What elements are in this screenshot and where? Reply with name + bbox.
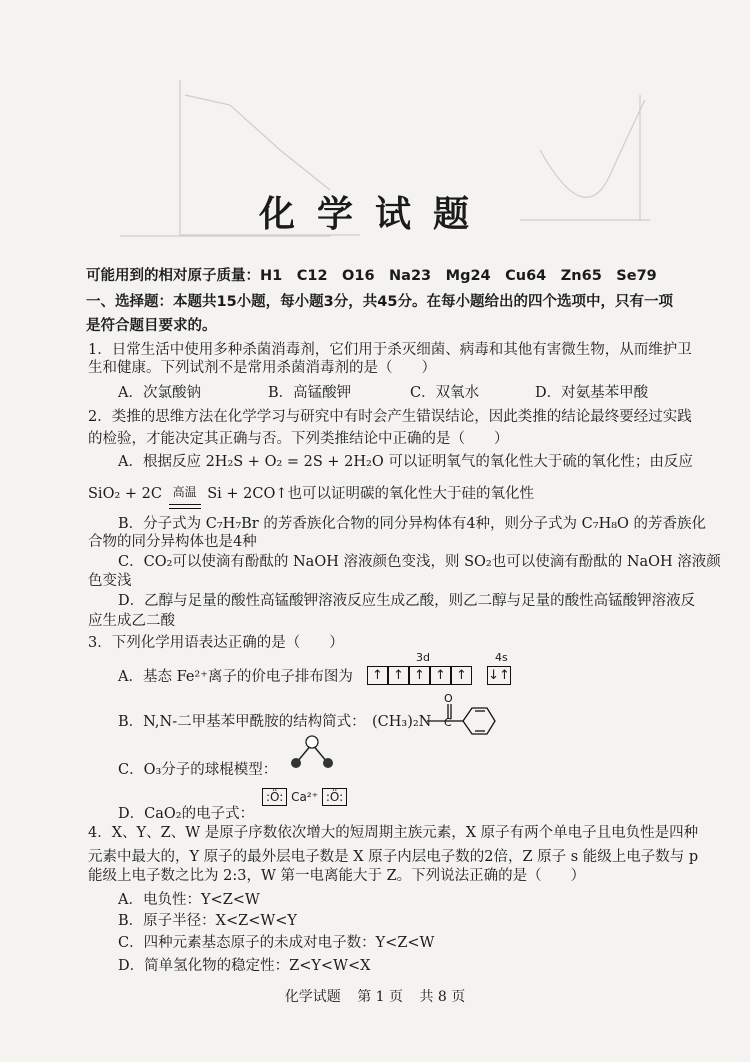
svg-text:C: C xyxy=(444,716,452,729)
oxygen-bracket-left: :Ö: xyxy=(262,788,287,806)
page-title: 化学试题 xyxy=(258,194,491,235)
orbital-4s-label: 4s xyxy=(495,651,508,664)
orbital-3d-box: ↑ xyxy=(451,666,472,685)
atomic-masses-note: 可能用到的相对原子质量：H1 C12 O16 Na23 Mg24 Cu64 Zn65 Se79 xyxy=(86,268,657,284)
q1-option-b: B．高锰酸钾 xyxy=(268,385,352,401)
q2-product: Si + 2CO↑也可以证明碳的氧化性大于硅的氧化性 xyxy=(207,486,534,502)
q2-option-c-line2: 色变浅 xyxy=(88,573,132,589)
footer-page: 第 1 页 xyxy=(357,989,403,1005)
q2-stem-line1: 2．类推的思维方法在化学学习与研究中有时会产生错误结论，因此类推的结论最终要经过实践 xyxy=(88,409,692,425)
q3-option-b: B．N,N-二甲基苯甲酰胺的结构简式： xyxy=(118,714,366,730)
orbital-3d-box: ↑ xyxy=(367,666,388,685)
q4-option-d: D．简单氢化物的稳定性：Z<Y<W<X xyxy=(118,958,371,974)
q2-option-b-line1: B．分子式为 C₇H₇Br 的芳香族化合物的同分异构体有4种，则分子式为 C₇H₈O 的芳香族化 xyxy=(118,516,707,532)
q4-option-c: C．四种元素基态原子的未成对电子数：Y<Z<W xyxy=(118,935,435,951)
q4-stem-line2: 元素中最大的，Y 原子的最外层电子数是 X 原子内层电子数的2倍，Z 原子 s 能级上电子数与 p xyxy=(88,849,699,865)
footer-total: 共 8 页 xyxy=(419,989,466,1005)
q1-stem-line2: 生和健康。下列试剂不是常用杀菌消毒剂的是（ ） xyxy=(88,360,436,376)
svg-text:O: O xyxy=(444,692,453,705)
q2-option-d-line2: 应生成乙二酸 xyxy=(88,613,175,629)
orbital-3d-box: ↑ xyxy=(409,666,430,685)
q4-option-a: A．电负性：Y<Z<W xyxy=(118,892,260,908)
orbital-3d-label: 3d xyxy=(416,651,430,664)
q1-option-c: C．双氧水 xyxy=(410,385,480,401)
q1-option-a: A．次氯酸钠 xyxy=(118,385,201,401)
q2-option-b-line2: 合物的同分异构体也是4种 xyxy=(88,534,257,550)
q3-option-d: D．CaO₂的电子式： xyxy=(118,806,255,822)
q2-option-a-line1: A．根据反应 2H₂S + O₂ = 2S + 2H₂O 可以证明氧气的氧化性大于硫的氧化性；由反应 xyxy=(118,454,693,470)
q1-stem-line1: 1．日常生活中使用多种杀菌消毒剂，它们用于杀灭细菌、病毒和其他有害微生物，从而维护卫 xyxy=(88,342,692,358)
q3-option-c: C．O₃分子的球棍模型： xyxy=(118,762,278,778)
q4-stem-line3: 能级上电子数之比为 2:3，W 第一电离能大于 Z。下列说法正确的是（ ） xyxy=(88,868,586,884)
orbital-4s-box: ↓↑ xyxy=(488,668,510,683)
oxygen-bracket-right: :Ö: xyxy=(322,788,347,806)
footer-subject: 化学试题 xyxy=(284,989,341,1005)
calcium-ion: Ca²⁺ xyxy=(291,790,319,804)
orbital-3d-box: ↑ xyxy=(388,666,409,685)
reaction-condition: 高温 xyxy=(172,485,197,499)
section-heading-line2: 是符合题目要求的。 xyxy=(86,318,217,334)
q3-stem: 3．下列化学用语表达正确的是（ ） xyxy=(88,635,344,651)
q3-option-a: A．基态 Fe²⁺离子的价电子排布图为 xyxy=(118,669,353,685)
q2-stem-line2: 的检验，才能决定其正确与否。下列类推结论中正确的是（ ） xyxy=(88,431,509,447)
q2-option-d-line1: D．乙醇与足量的酸性高锰酸钾溶液反应生成乙酸，则乙二醇与足量的酸性高锰酸钾溶液反 xyxy=(118,593,696,609)
amide-structure-icon xyxy=(425,690,505,740)
q4-stem-line1: 4．X、Y、Z、W 是原子序数依次增大的短周期主族元素，X 原子有两个单电子且电负性是四种 xyxy=(88,825,699,841)
cao2-electron-formula xyxy=(262,788,347,810)
section-heading-line1: 一、选择题：本题共15小题，每小题3分，共45分。在每小题给出的四个选项中，只有一项 xyxy=(86,294,673,310)
orbital-3d-box: ↑ xyxy=(430,666,451,685)
q4-option-b: B．原子半径：X<Z<W<Y xyxy=(118,913,297,929)
page-footer xyxy=(0,986,750,1006)
q2-option-a-line2 xyxy=(88,484,534,504)
q1-option-d: D．对氨基苯甲酸 xyxy=(535,385,649,401)
amide-formula-text: (CH₃)₂N xyxy=(372,714,432,730)
q2-reactant: SiO₂ + 2C xyxy=(88,486,162,502)
ozone-ball-stick-icon xyxy=(287,732,337,772)
q2-option-c-line1: C．CO₂可以使滴有酚酞的 NaOH 溶液颜色变浅，则 SO₂也可以使滴有酚酞的 NaOH 溶液颜 xyxy=(118,554,721,570)
